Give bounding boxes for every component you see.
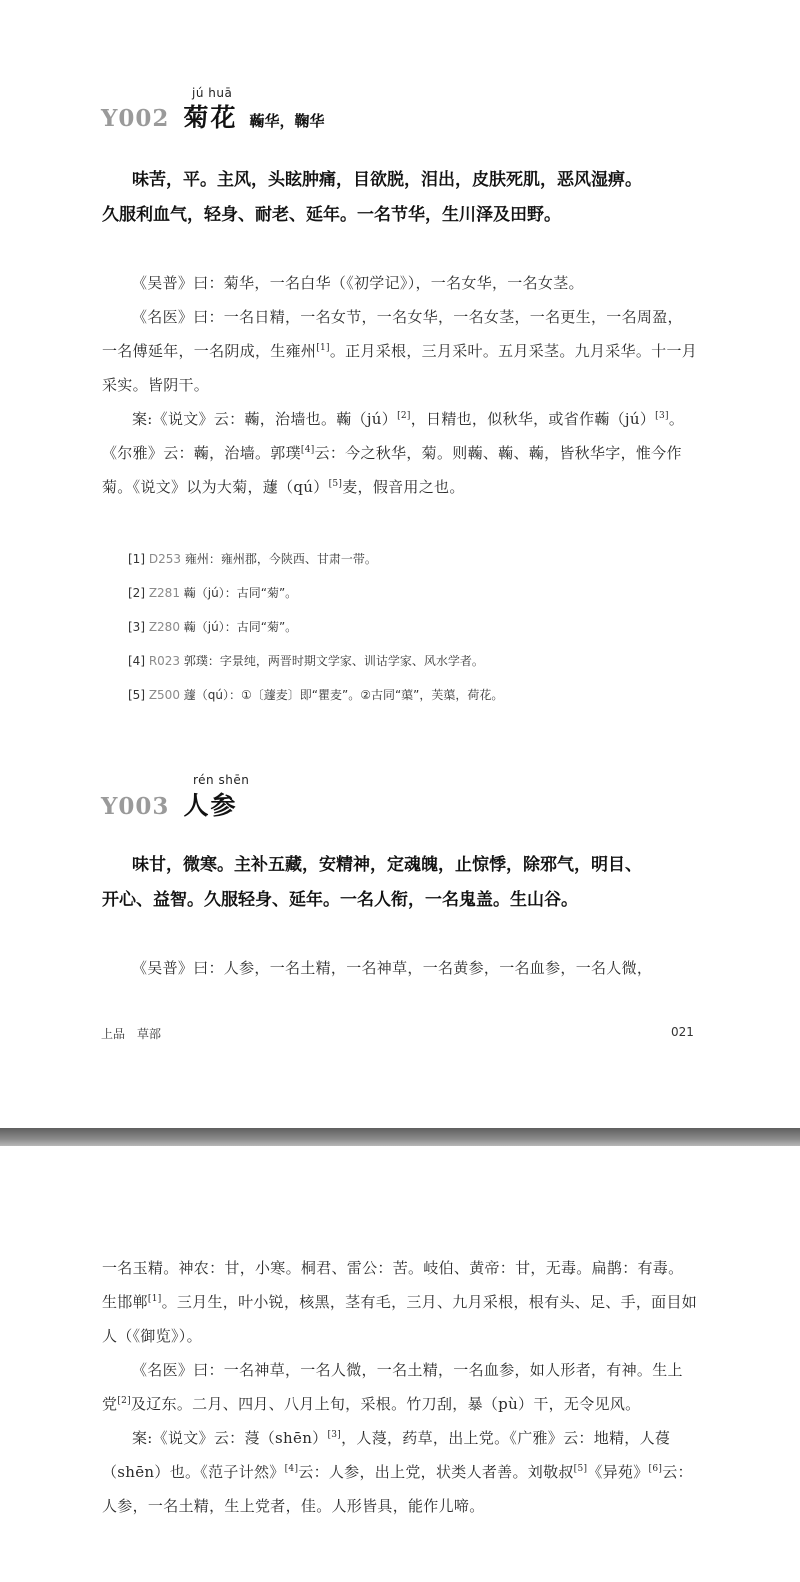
footnote-ref[interactable]: [2]	[397, 411, 411, 421]
classic-text-y002	[102, 163, 698, 233]
footnotes-y002	[128, 542, 728, 712]
commentary-an: 案:《说文》云：蓡（shēn）[3]，人蓡，药草，出上党。《广雅》云：地精，人葠（shēn）也。《范子计然》[4]云：人参，出上党，状类人者善。刘敬叔[5]《异苑》[6]云：人参，一名土精，生上党者，佳。人形皆具，能作儿啼。	[102, 1429, 693, 1515]
classic-text-y003	[102, 848, 698, 918]
commentary-y003	[102, 951, 698, 985]
footnote-ref[interactable]: [2]	[117, 1396, 131, 1406]
herb-name: 人参	[183, 791, 238, 820]
page-022	[0, 1146, 800, 1582]
herb-name: 菊花	[183, 103, 238, 132]
pinyin-renshen: rén shēn	[193, 773, 250, 787]
footnote-ref[interactable]: [5]	[328, 479, 343, 489]
commentary-wupu: 《吴普》曰：人参，一名土精，一名神草，一名黄参，一名血参，一名人微，	[132, 959, 653, 977]
footnote-ref[interactable]: [5]	[573, 1464, 588, 1474]
commentary-wupu-cont: 一名玉精。神农：甘，小寒。桐君、雷公：苦。岐伯、黄帝：甘，无毒。扁鹊：有毒。生邯郸[1]。三月生，叶小锐，核黑，茎有毛，三月、九月采根，根有头、足、手，面目如人（《御览》）。	[102, 1259, 698, 1345]
footnote-ref[interactable]: [4]	[284, 1464, 299, 1474]
entry-heading-y002	[101, 98, 324, 134]
footnote-ref[interactable]: [1]	[147, 1294, 162, 1304]
entry-code: Y002	[101, 105, 170, 132]
classic-line: 久服利血气，轻身、耐老、延年。一名节华，生川泽及田野。	[102, 205, 561, 225]
page-gap	[0, 1128, 800, 1146]
entry-heading-y003	[101, 786, 237, 822]
commentary-an: 案:《说文》云：蘜，治墙也。蘜（jú）[2]，日精也，似秋华，或省作蘜（jú）[3]。《尔雅》云：蘜，治墙。郭璞[4]云：今之秋华，菊。则蘜、蘜、蘜，皆秋华字，惟今作菊。《说文》以为大菊，蘧（qú）[5]麦，假音用之也。	[102, 410, 685, 496]
commentary-y002	[102, 266, 698, 504]
commentary-wupu: 《吴普》曰：菊华，一名白华（《初学记》），一名女华，一名女茎。	[132, 274, 584, 292]
footnote-ref[interactable]: [6]	[648, 1464, 663, 1474]
classic-line: 开心、益智。久服轻身、延年。一名人衔，一名鬼盖。生山谷。	[102, 890, 578, 910]
footnote-item: [2] Z281 蘜（jú）：古同“菊”。	[128, 586, 298, 600]
commentary-mingyi: 《名医》曰：一名日精，一名女节，一名女华，一名女茎，一名更生，一名周盈，一名傅延年，一名阴成，生雍州[1]。正月采根，三月采叶。五月采茎。九月采华。十一月采实。皆阴干。	[102, 308, 698, 394]
pinyin-juhua: jú huā	[192, 86, 233, 100]
footnote-item: [5] Z500 蘧（qú）：①〔蘧麦〕即“瞿麦”。②古同“蕖”，芙蕖，荷花。	[128, 688, 504, 702]
classic-line: 味苦，平。主风，头眩肿痛，目欲脱，泪出，皮肤死肌，恶风湿痹。	[132, 170, 642, 190]
footnote-ref[interactable]: [3]	[327, 1430, 342, 1440]
footnote-ref[interactable]: [3]	[655, 411, 669, 421]
footnote-item: [4] R023 郭璞：字景纯，两晋时期文学家、训诂学家、风水学者。	[128, 654, 484, 668]
footnote-ref[interactable]: [1]	[316, 343, 330, 353]
herb-aliases: 蘜华，鞠华	[249, 112, 325, 130]
footnote-item: [1] D253 雍州：雍州郡，今陕西、甘肃一带。	[128, 552, 377, 566]
commentary-y003-cont	[102, 1251, 698, 1523]
footnote-ref[interactable]: [4]	[300, 445, 315, 455]
footer-section: 上品 草部	[101, 1027, 162, 1041]
footnote-item: [3] Z280 蘜（jú）：古同“菊”。	[128, 620, 298, 634]
page-number: 021	[671, 1025, 694, 1039]
classic-line: 味甘，微寒。主补五藏，安精神，定魂魄，止惊悸，除邪气，明目、	[132, 855, 642, 875]
commentary-mingyi: 《名医》曰：一名神草，一名人微，一名土精，一名血参，如人形者，有神。生上党[2]及辽东。二月、四月、八月上旬，采根。竹刀刮，暴（pù）干，无令见风。	[102, 1361, 683, 1413]
entry-code: Y003	[101, 793, 170, 820]
